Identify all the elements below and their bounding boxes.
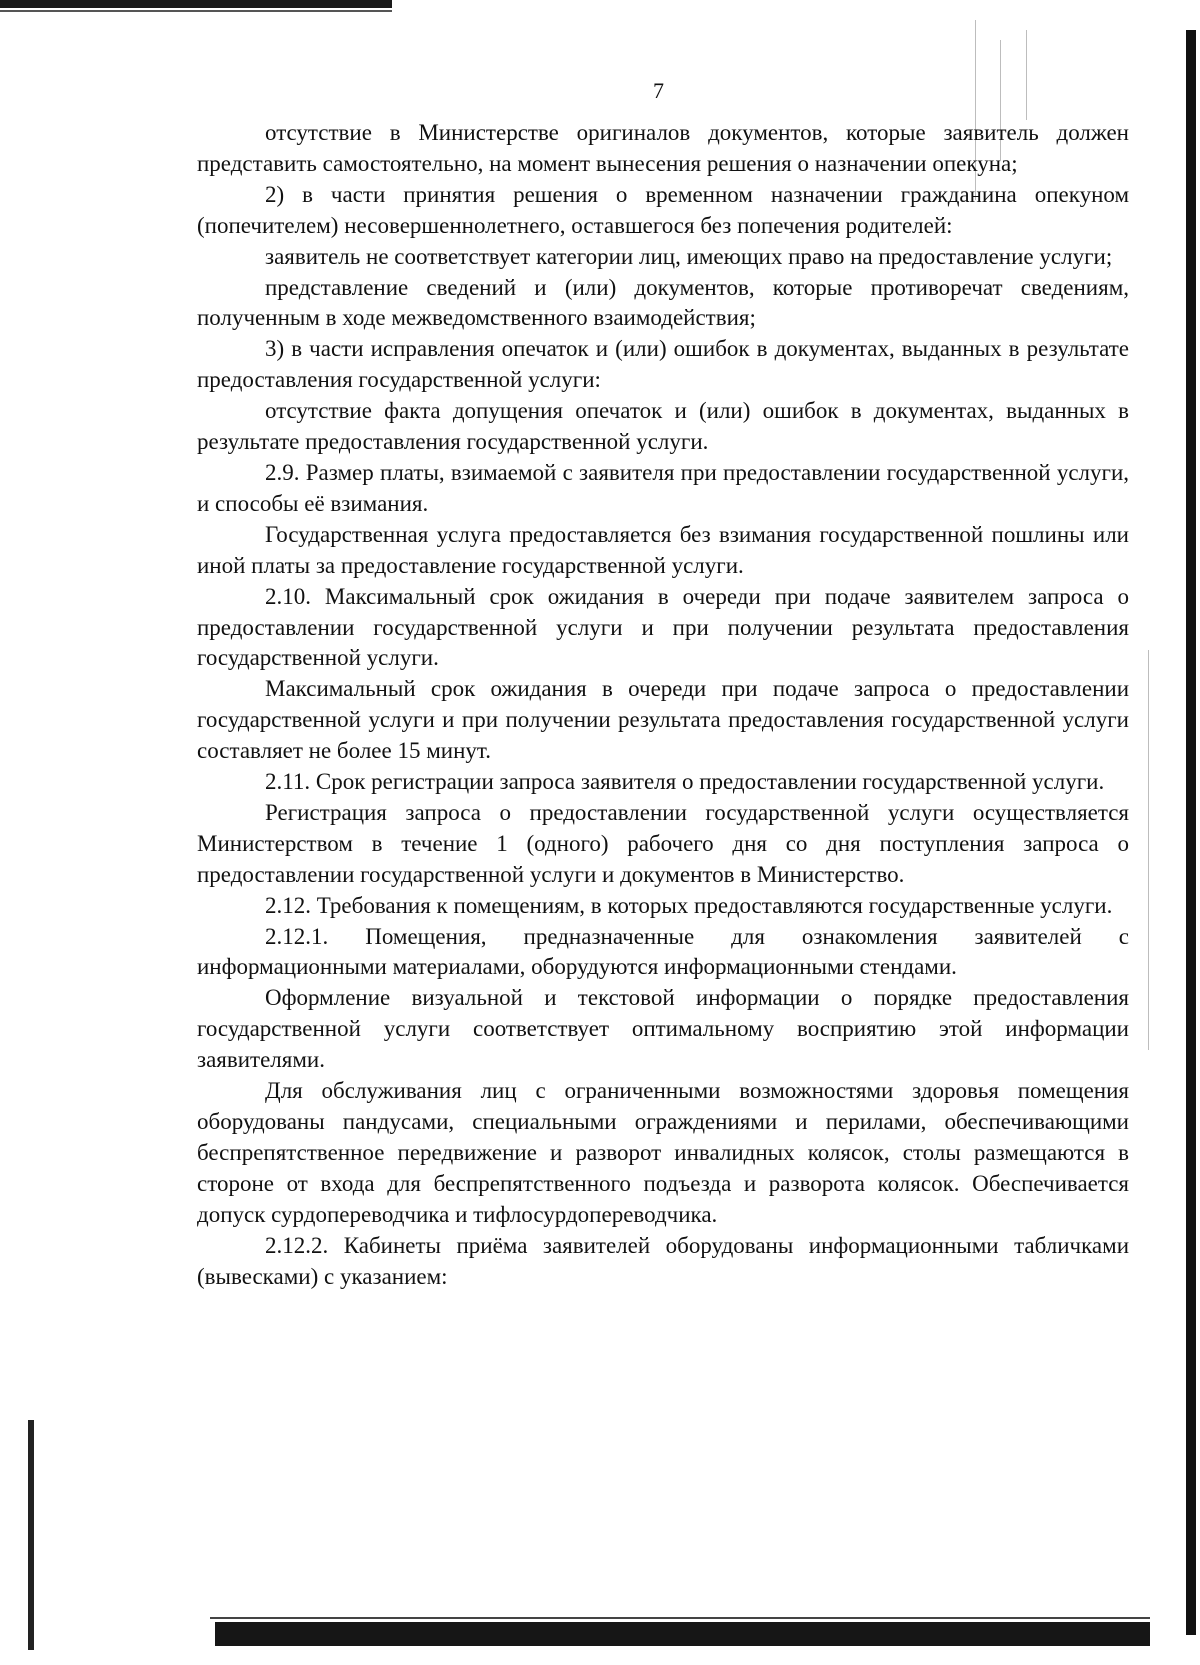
scan-artifact-faint-line: [1026, 30, 1027, 120]
paragraph: Максимальный срок ожидания в очереди при подаче запроса о предоставлении государственной услуги и при получении результата предоставления государственной услуги составляет не более 15 минут.: [197, 676, 1129, 764]
scan-artifact-right-edge: [1186, 30, 1196, 1635]
paragraph: Оформление визуальной и текстовой информации о порядке предоставления государственной услуги соответствует оптимальному восприятию этой информации заявителями.: [197, 985, 1129, 1073]
paragraph: заявитель не соответствует категории лиц, имеющих право на предоставление услуги;: [265, 243, 1113, 269]
paragraph: 2) в части принятия решения о временном назначении гражданина опекуном (попечителем) несовершеннолетнего, оставшегося без попечения родителей:: [197, 181, 1129, 238]
document-body: [197, 118, 1129, 1292]
paragraph: Для обслуживания лиц с ограниченными возможностями здоровья помещения оборудованы пандусами, специальными ограждениями и перилами, обеспечивающими беспрепятственное передвижение и разворот инвалидных колясок, столы размещаются в стороне от входа для беспрепятственного подъезда и разворота колясок. Обеспечивается допуск сурдопереводчика и тифлосурдопереводчика.: [197, 1078, 1129, 1227]
section-heading: 2.12. Требования к помещениям, в которых предоставляются государственные услуги.: [265, 892, 1113, 918]
paragraph: представление сведений и (или) документов, которые противоречат сведениям, полученным в ходе межведомственного взаимодействия;: [197, 274, 1129, 331]
scan-artifact-bottom-line: [210, 1617, 1150, 1619]
scan-artifact-bottom-bar: [215, 1622, 1150, 1646]
scan-artifact-faint-line: [1148, 650, 1149, 1050]
paragraph: Регистрация запроса о предоставлении государственной услуги осуществляется Министерством в течение 1 (одного) рабочего дня со дня поступления запроса о предоставлении государственной услуги и документов в Министерство.: [197, 799, 1129, 887]
section-heading: 2.12.2. Кабинеты приёма заявителей оборудованы информационными табличками (вывесками) с указанием:: [197, 1232, 1129, 1289]
page-number: 7: [653, 78, 664, 103]
section-heading: 2.12.1. Помещения, предназначенные для ознакомления заявителей с информационными материалами, оборудуются информационными стендами.: [197, 923, 1129, 980]
paragraph: Государственная услуга предоставляется без взимания государственной пошлины или иной платы за предоставление государственной услуги.: [197, 521, 1129, 578]
scan-artifact-top-bar: [0, 0, 392, 8]
section-heading: 2.11. Срок регистрации запроса заявителя о предоставлении государственной услуги.: [265, 769, 1105, 795]
section-heading: 2.10. Максимальный срок ожидания в очереди при подаче заявителем запроса о предоставлении государственной услуги и при получении результата предоставления государственной услуги.: [197, 583, 1129, 671]
paragraph: отсутствие в Министерстве оригиналов документов, которые заявитель должен представить самостоятельно, на момент вынесения решения о назначении опекуна;: [197, 120, 1129, 176]
paragraph: 3) в части исправления опечаток и (или) ошибок в документах, выданных в результате предоставления государственной услуги:: [197, 336, 1129, 393]
paragraph: отсутствие факта допущения опечаток и (или) ошибок в документах, выданных в результате предоставления государственной услуги.: [197, 398, 1129, 455]
section-heading: 2.9. Размер платы, взимаемой с заявителя при предоставлении государственной услуги, и способы её взимания.: [197, 459, 1129, 516]
scan-artifact-left-edge: [28, 1420, 34, 1650]
scan-artifact-top-line: [0, 10, 392, 12]
